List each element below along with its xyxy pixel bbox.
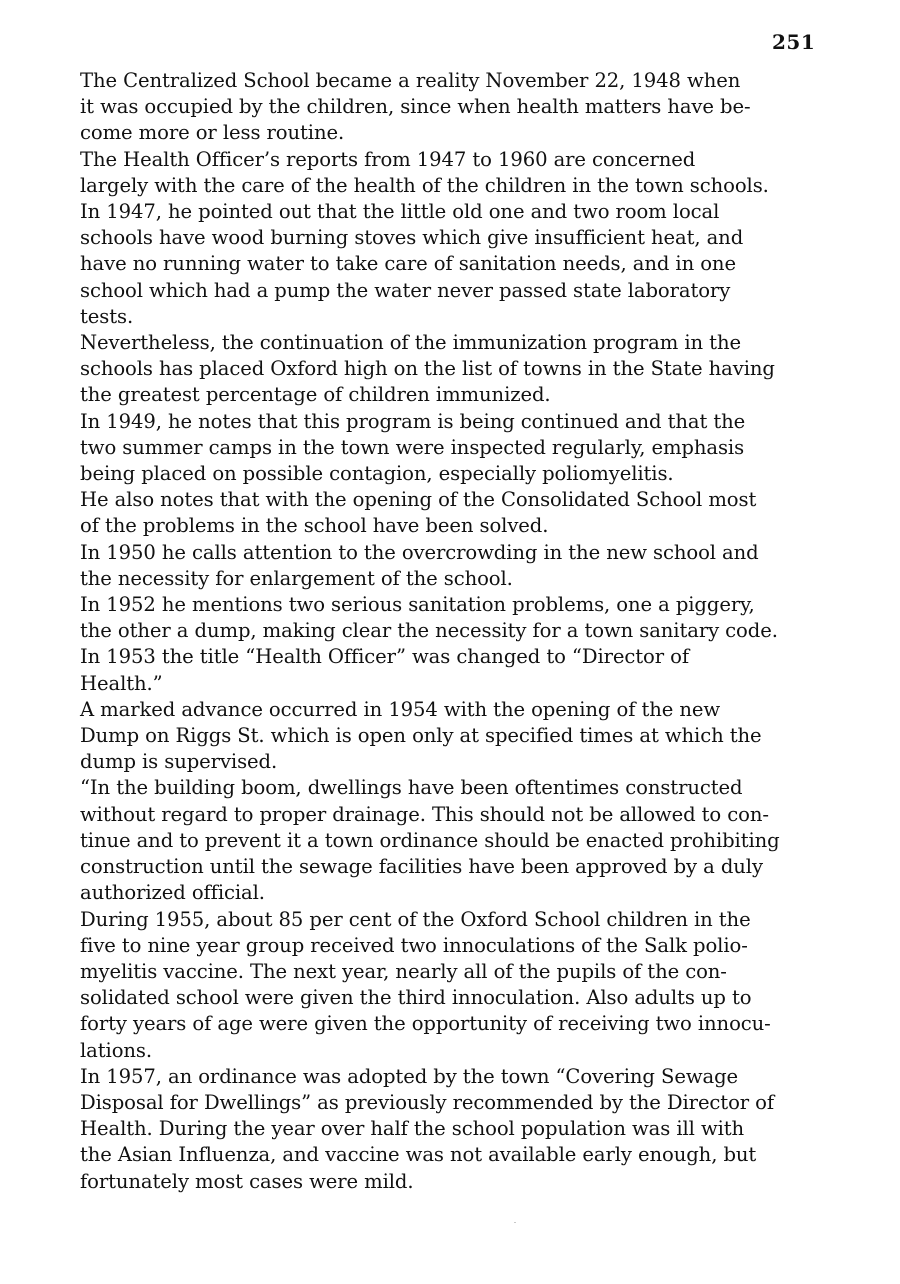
text-line: five to nine year group received two innoculations of the Salk polio- (80, 933, 748, 957)
text-line: the greatest percentage of children immunized. (80, 383, 551, 407)
text-line: Health. During the year over half the school population was ill with (80, 1117, 745, 1141)
text-line: without regard to proper drainage. This should not be allowed to con- (80, 802, 769, 826)
text-line: “In the building boom, dwellings have been oftentimes constructed (80, 776, 743, 800)
page-number: 251 (772, 30, 816, 54)
text-line: Nevertheless, the continuation of the immunization program in the (80, 331, 741, 355)
text-line: tinue and to prevent it a town ordinance should be enacted prohibiting (80, 828, 780, 852)
text-line: forty years of age were given the opportunity of receiving two innocu- (80, 1012, 771, 1036)
text-line: He also notes that with the opening of the Consolidated School most (80, 488, 757, 512)
text-line: tests. (80, 304, 134, 328)
text-line: A marked advance occurred in 1954 with the opening of the new (80, 697, 721, 721)
paragraph (48, 775, 834, 906)
paragraph (48, 147, 834, 330)
paragraph (48, 644, 834, 696)
text-line: have no running water to take care of sanitation needs, and in one (80, 252, 736, 276)
paragraph (48, 1064, 834, 1195)
paragraph (48, 330, 834, 409)
body-text (48, 68, 834, 1195)
text-line: solidated school were given the third innoculation. Also adults up to (80, 986, 752, 1010)
text-line: it was occupied by the children, since when health matters have be- (80, 95, 751, 119)
text-line: In 1952 he mentions two serious sanitation problems, one a piggery, (80, 593, 755, 617)
paragraph (48, 68, 834, 147)
text-line: come more or less routine. (80, 121, 345, 145)
scan-speck (514, 1222, 516, 1223)
text-line: In 1947, he pointed out that the little old one and two room local (80, 200, 720, 224)
text-line: Disposal for Dwellings” as previously recommended by the Director of (80, 1090, 775, 1114)
text-line: authorized official. (80, 881, 265, 905)
text-line: The Centralized School became a reality November 22, 1948 when (80, 69, 741, 92)
paragraph (48, 487, 834, 539)
text-line: Dump on Riggs St. which is open only at specified times at which the (80, 724, 762, 748)
text-line: largely with the care of the health of the children in the town schools. (80, 173, 769, 197)
text-line: dump is supervised. (80, 750, 278, 774)
text-line: schools has placed Oxford high on the list of towns in the State having (80, 357, 775, 381)
text-line: the other a dump, making clear the necessity for a town sanitary code. (80, 619, 778, 643)
text-line: the necessity for enlargement of the school. (80, 566, 513, 590)
text-line: In 1957, an ordinance was adopted by the town “Covering Sewage (80, 1064, 739, 1088)
paragraph (48, 409, 834, 488)
text-line: lations. (80, 1038, 152, 1062)
text-line: of the problems in the school have been solved. (80, 514, 549, 538)
text-line: schools have wood burning stoves which give insufficient heat, and (80, 226, 744, 250)
text-line: The Health Officer’s reports from 1947 to 1960 are concerned (80, 147, 696, 171)
text-line: the Asian Influenza, and vaccine was not available early enough, but (80, 1143, 757, 1167)
paragraph (48, 697, 834, 776)
paragraph (48, 907, 834, 1064)
text-line: construction until the sewage facilities have been approved by a duly (80, 855, 763, 879)
text-line: two summer camps in the town were inspected regularly, emphasis (80, 435, 745, 459)
text-line: In 1953 the title “Health Officer” was changed to “Director of (80, 645, 689, 669)
text-line: being placed on possible contagion, especially poliomyelitis. (80, 462, 674, 486)
text-line: myelitis vaccine. The next year, nearly all of the pupils of the con- (80, 959, 727, 983)
text-line: In 1950 he calls attention to the overcrowding in the new school and (80, 540, 759, 564)
text-line: In 1949, he notes that this program is being continued and that the (80, 409, 746, 433)
paragraph (48, 592, 834, 644)
text-line: school which had a pump the water never passed state laboratory (80, 278, 731, 302)
text-line: fortunately most cases were mild. (80, 1169, 414, 1193)
text-line: Health.” (80, 671, 163, 695)
paragraph (48, 540, 834, 592)
text-line: During 1955, about 85 per cent of the Oxford School children in the (80, 907, 751, 931)
